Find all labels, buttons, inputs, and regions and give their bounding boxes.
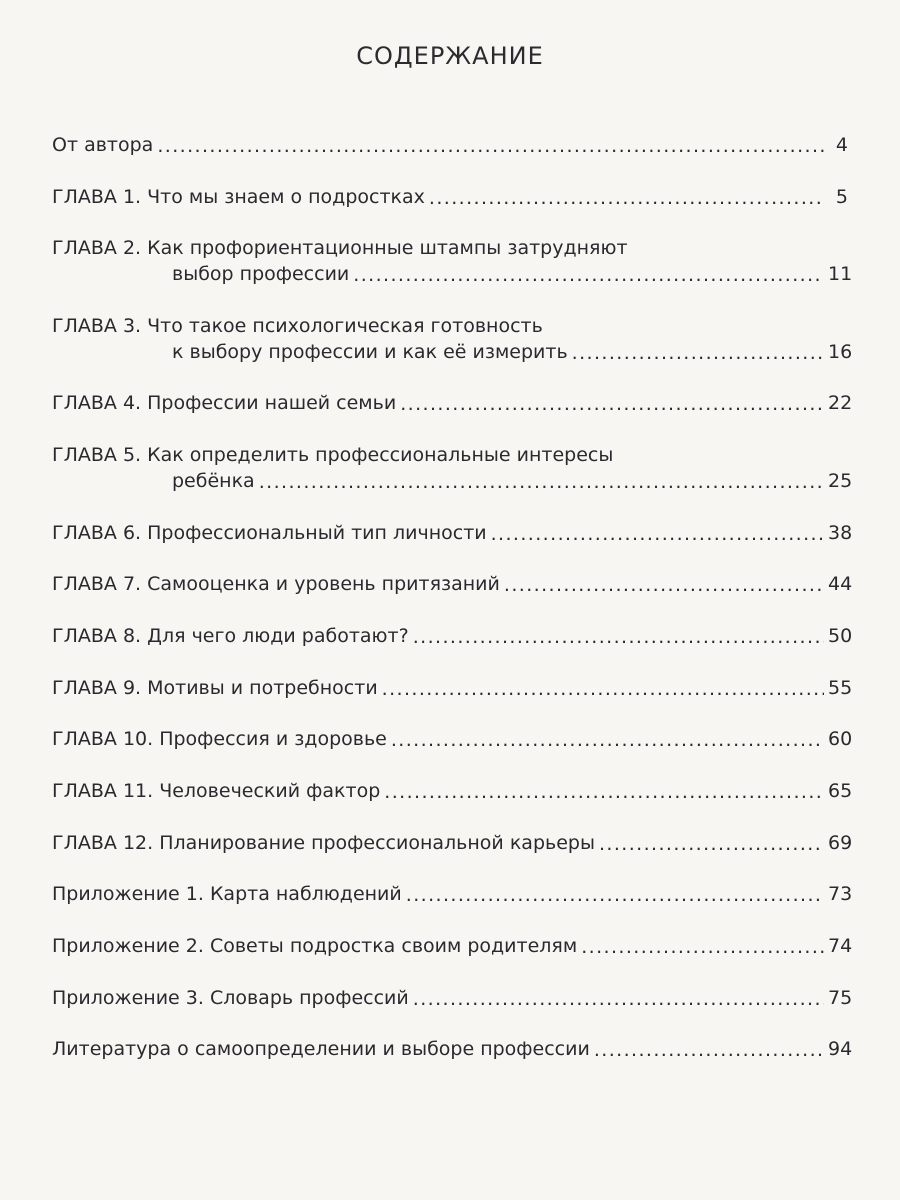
dot-leader [353, 263, 824, 287]
toc-entry [52, 521, 853, 573]
toc-entry [52, 1037, 853, 1089]
dot-leader [382, 677, 824, 701]
toc-entry-title: ГЛАВА 6. Профессиональный тип личности [52, 521, 487, 544]
toc-page-number: 44 [828, 573, 853, 596]
toc-entry-title: ГЛАВА 11. Человеческий фактор [52, 780, 381, 802]
dot-leader [400, 392, 824, 416]
toc-page-number: 11 [828, 263, 853, 286]
dot-leader [491, 522, 824, 546]
toc-entry-title-continued: выбор профессии [172, 263, 350, 286]
toc-entry-title: ГЛАВА 10. Профессия и здоровье [52, 728, 387, 751]
dot-leader [504, 573, 824, 597]
toc-entry-title: ГЛАВА 7. Самооценка и уровень притязаний [52, 573, 500, 596]
toc-entry-title: ГЛАВА 4. Профессии нашей семьи [52, 392, 397, 415]
toc-page-number: 74 [828, 935, 853, 958]
toc-entry-title: Литература о самоопределении и выборе профессии [52, 1038, 590, 1061]
toc-entry-title: ГЛАВА 5. Как определить профессиональные интересы [52, 444, 614, 467]
dot-leader [259, 470, 824, 494]
toc-entry-title: ГЛАВА 12. Планирование профессиональной карьеры [52, 831, 595, 854]
dot-leader [391, 728, 824, 752]
toc-page-number: 65 [828, 780, 853, 802]
table-of-contents [52, 133, 853, 1089]
toc-entry [52, 572, 853, 624]
dot-leader [413, 625, 824, 649]
toc-entry [52, 624, 853, 676]
toc-page-number: 16 [828, 340, 853, 363]
toc-entry-title: Приложение 1. Карта наблюдений [52, 883, 402, 906]
toc-entry [52, 443, 853, 521]
toc-page-number: 5 [835, 185, 848, 208]
dot-leader [594, 1038, 824, 1062]
toc-entry [52, 986, 853, 1038]
toc-entry [52, 676, 853, 728]
page-title: СОДЕРЖАНИЕ [356, 42, 544, 70]
toc-page-number: 22 [828, 392, 853, 415]
toc-entry [52, 831, 853, 883]
toc-page-number: 73 [828, 883, 853, 906]
dot-leader [429, 186, 824, 210]
dot-leader [157, 134, 824, 158]
toc-entry-title: ГЛАВА 1. Что мы знаем о подростках [52, 185, 425, 208]
toc-page-number: 60 [828, 728, 853, 751]
toc-entry [52, 779, 853, 831]
dot-leader [406, 883, 824, 907]
toc-entry [52, 314, 853, 392]
toc-entry [52, 727, 853, 779]
toc-entry-title: ГЛАВА 9. Мотивы и потребности [52, 676, 378, 699]
toc-entry-title: Приложение 3. Словарь профессий [52, 986, 409, 1009]
toc-page-number: 94 [828, 1038, 853, 1061]
toc-entry [52, 236, 853, 314]
toc-page-number: 75 [828, 986, 853, 1009]
toc-page-number: 38 [828, 521, 853, 544]
dot-leader [599, 832, 824, 856]
toc-entry [52, 882, 853, 934]
toc-entry [52, 391, 853, 443]
dot-leader [413, 987, 824, 1011]
toc-entry-title: ГЛАВА 2. Как профориентационные штампы затрудняют [52, 237, 628, 260]
toc-entry-title-continued: ребёнка [172, 470, 255, 493]
toc-page-number: 55 [828, 676, 853, 699]
toc-entry [52, 934, 853, 986]
toc-entry-title: ГЛАВА 3. Что такое психологическая готовность [52, 314, 543, 337]
toc-entry [52, 133, 848, 185]
toc-entry-title: Приложение 2. Советы подростка своим родителям [52, 935, 578, 958]
dot-leader [572, 341, 824, 365]
toc-entry [52, 185, 848, 237]
toc-page-number: 25 [828, 470, 853, 493]
toc-page-number: 69 [828, 831, 853, 854]
toc-entry-title: От автора [52, 134, 154, 156]
toc-entry-title: ГЛАВА 8. Для чего люди работают? [52, 624, 409, 647]
dot-leader [581, 935, 824, 959]
toc-page-number: 50 [828, 624, 853, 647]
toc-page-number: 4 [835, 134, 848, 156]
toc-entry-title-continued: к выбору профессии и как её измерить [172, 340, 568, 363]
dot-leader [384, 780, 824, 804]
